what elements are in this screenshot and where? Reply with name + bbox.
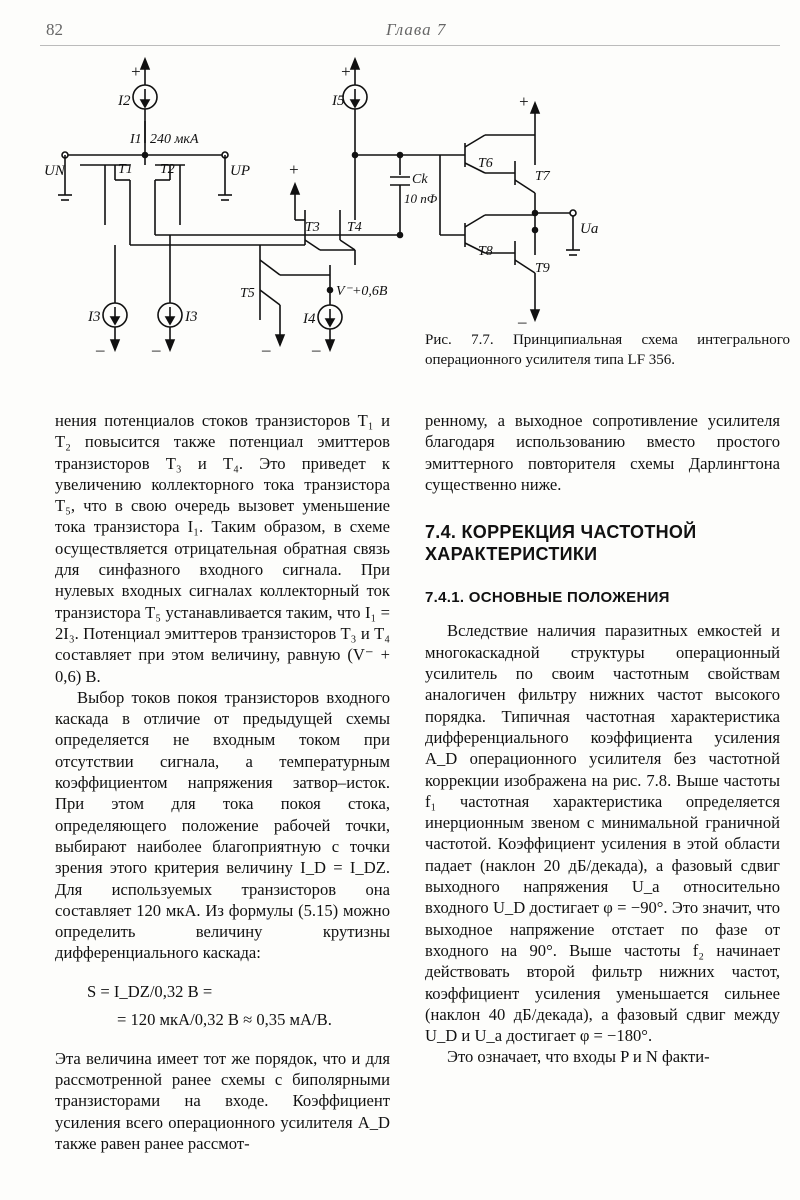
label-t6: T6 bbox=[478, 156, 493, 171]
label-i4: I4 bbox=[303, 311, 316, 327]
page-number: 82 bbox=[46, 20, 63, 39]
label-v-minus: V⁻+0,6B bbox=[336, 284, 388, 299]
section-heading: 7.4. КОРРЕКЦИЯ ЧАСТОТНОЙ ХАРАКТЕРИСТИКИ bbox=[425, 522, 697, 565]
label-t1: T1 bbox=[118, 162, 133, 177]
circuit-diagram bbox=[40, 55, 760, 375]
left-paragraph-2: Выбор токов покоя транзисторов входного каскада в отличие от предыдущей схемы определяется не входным током при отсутствии сигнала, а температурным коэффициентом напряжения затвор–исток. При этом для тока покоя стока, определяющего положение рабочей точки, выбирают наиболее благоприятную с точки зрения этого критерия величину I_D = I_DZ. Для используемых транзисторов она составляет 120 мкА. Из формулы (5.15) можно определить величину крутизны дифференциального каскада: bbox=[55, 687, 390, 963]
label-t7: T7 bbox=[535, 169, 550, 184]
plus-label-right: + bbox=[518, 92, 530, 111]
label-i1-value: 240 мкА bbox=[150, 132, 199, 147]
output-stage bbox=[440, 103, 580, 320]
label-i2: I2 bbox=[118, 93, 131, 109]
input-stage bbox=[58, 152, 232, 245]
right-paragraph-1: ренному, а выходное сопротивление усилителя благодаря использованию вместо простого эмиттерного повторителя схемы Дарлингтона существенно ниже. bbox=[425, 411, 780, 494]
minus-label-4: – bbox=[312, 340, 321, 359]
label-t2: T2 bbox=[160, 162, 175, 177]
plus-label-left: + bbox=[130, 62, 142, 81]
label-ck-value: 10 пФ bbox=[404, 191, 438, 206]
label-i3-right: I3 bbox=[185, 309, 198, 325]
label-i1: I1 bbox=[130, 132, 142, 147]
label-ck: Ck bbox=[412, 172, 428, 187]
label-t9: T9 bbox=[535, 261, 550, 276]
label-i3-left: I3 bbox=[88, 309, 101, 325]
minus-label-3: – bbox=[262, 340, 271, 359]
formula-line-1: S = I_DZ/0,32 В = bbox=[87, 981, 213, 1001]
left-paragraph-1: нения потенциалов стоков транзисторов T₁ и T₂ повысится также потенциал эмиттеров транзисторов T₃ и T₄. Это приведет к увеличению коллекторного тока транзистора T₅, что в свою очередь вызовет уменьшение тока транзистора I₁. Таким образом, в схеме осуществляется отрицательная обратная связь для синфазного входного сигнала. При нулевых входных сигналах коллекторный ток транзистора T₅ устанавливается таким, что I₁ = 2I₃. Потенциал эмиттеров транзисторов T₃ и T₄ составляет при этом величину, равную (V⁻ + 0,6) В. bbox=[55, 411, 390, 686]
label-t5: T5 bbox=[240, 286, 255, 301]
plus-label-mid: + bbox=[340, 62, 352, 81]
t5-stage bbox=[260, 245, 333, 345]
label-t4: T4 bbox=[347, 220, 362, 235]
minus-label-2: – bbox=[152, 340, 161, 359]
label-t3: T3 bbox=[305, 220, 320, 235]
formula bbox=[55, 978, 390, 1034]
plus-label-t3: + bbox=[288, 160, 300, 179]
current-source-i3-right bbox=[158, 235, 182, 350]
label-un: UN bbox=[44, 163, 65, 179]
label-t8: T8 bbox=[478, 244, 493, 259]
label-up: UP bbox=[230, 163, 250, 179]
label-i5: I5 bbox=[332, 93, 345, 109]
page-header bbox=[46, 20, 766, 44]
right-column bbox=[425, 410, 780, 1068]
formula-line-2: = 120 мкА/0,32 В ≈ 0,35 мА/В. bbox=[117, 1009, 332, 1029]
minus-label-1: – bbox=[96, 340, 105, 359]
left-column bbox=[55, 410, 390, 1154]
label-ua: Ua bbox=[580, 221, 599, 237]
minus-label-5: – bbox=[518, 312, 527, 331]
second-stage bbox=[130, 153, 440, 266]
right-paragraph-2: Вследствие наличия паразитных емкостей и многокаскадной структуры операционный усилитель по своим частотным свойствам аналогичен фильтру нижних частот высокого порядка. Типичная частотная характеристика дифференциального коэффициента усиления A_D операционного усилителя без частотной коррекции изображена на рис. 7.8. Выше частоты f₁ частотная характеристика определяется инерционным звеном с минимальной граничной частотой. Коэффициент усиления в этой области падает (наклон 20 дБ/декада), а фазовый сдвиг выходного напряжения U_a относительно входного U_D достигает φ = −90°. Это значит, что выходное напряжение отстает по фазе от входного на 90°. Выше частоты f₂ начинает действовать второй фильтр нижних частот, коэффициент усиления уменьшается сильнее (наклон 40 дБ/декада), а фазовый сдвиг между U_D и U_a достигает φ = −180°. bbox=[425, 621, 780, 1046]
header-rule bbox=[40, 45, 780, 46]
current-source-i3-left bbox=[103, 245, 127, 350]
chapter-title: Глава 7 bbox=[386, 20, 447, 39]
subsection-heading: 7.4.1. ОСНОВНЫЕ ПОЛОЖЕНИЯ bbox=[425, 589, 670, 607]
current-source-i4 bbox=[318, 305, 342, 350]
left-paragraph-3: Эта величина имеет тот же порядок, что и для рассмотренной ранее схемы с биполярными транзисторами на входе. Коэффициент усиления всего операционного усилителя A_D также равен ранее рассмот- bbox=[55, 1048, 390, 1153]
right-paragraph-3: Это означает, что входы P и N факти- bbox=[447, 1047, 710, 1067]
figure-caption: Рис. 7.7. Принципиальная схема интегрального операционного усилителя типа LF 356. bbox=[425, 332, 790, 368]
